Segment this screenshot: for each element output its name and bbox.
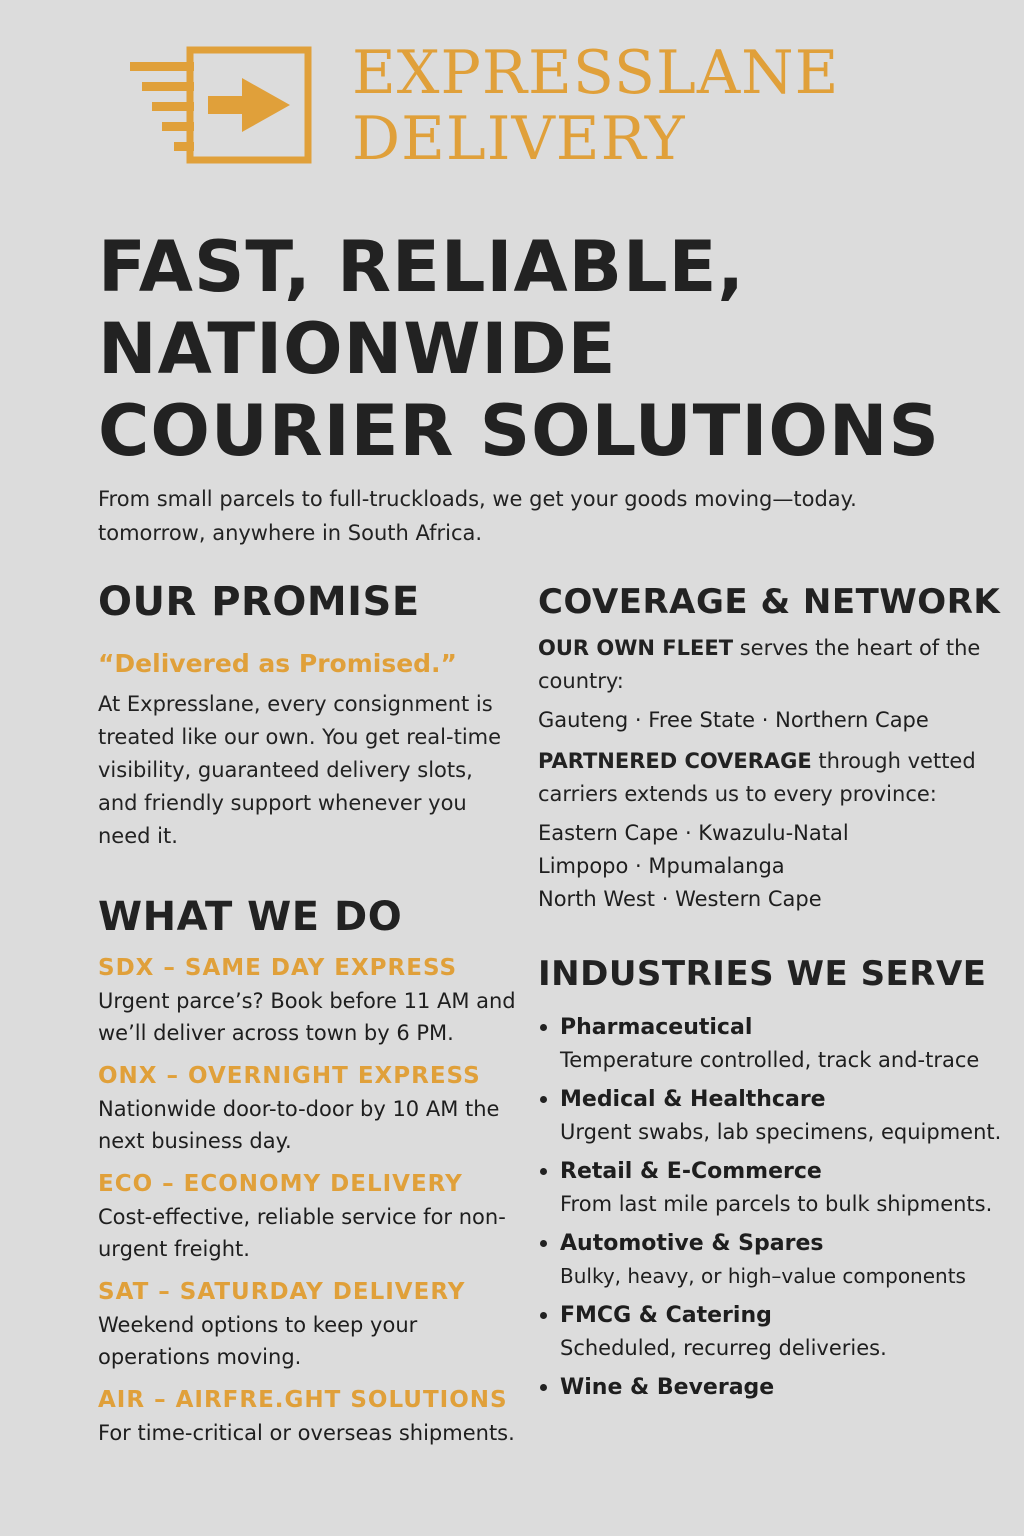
- service-description: Urgent parce’s? Book before 11 AM and we’ll deliver across town by 6 PM.: [98, 989, 516, 1045]
- promise-section: [98, 578, 518, 853]
- partner-regions: [538, 817, 1008, 916]
- industries-section: [538, 950, 1008, 1404]
- service-title: ECO – ECONOMY DELIVERY: [98, 1171, 463, 1197]
- industry-description: Bulky, heavy, or high–value components: [560, 1264, 966, 1288]
- intro-line-1: From small parcels to full-truckloads, we get your goods moving—today.: [98, 487, 857, 511]
- intro-text: [98, 482, 978, 550]
- service-item: [98, 1275, 518, 1373]
- service-item: [98, 1167, 518, 1265]
- industry-name: Medical & Healthcare: [560, 1087, 826, 1112]
- industry-description: From last mile parcels to bulk shipments.: [560, 1192, 993, 1216]
- industry-name: Wine & Beverage: [560, 1375, 775, 1400]
- list-item: [538, 1372, 1008, 1404]
- fleet-label: OUR OWN FLEET: [538, 636, 734, 660]
- partner-label: PARTNERED COVERAGE: [538, 749, 812, 773]
- headline-line-3: COURIER SOLUTIONS: [98, 390, 940, 472]
- partner-description: through vetted carriers extends us to every province:: [538, 749, 976, 806]
- list-item: [538, 1012, 1008, 1076]
- brand-line-2: DELIVERY: [352, 104, 686, 174]
- industry-name: FMCG & Catering: [560, 1303, 772, 1328]
- page-headline: [98, 226, 998, 472]
- service-item: [98, 1383, 518, 1449]
- promise-quote: “Delivered as Promised.”: [98, 649, 457, 678]
- partner-regions-line-1: Eastern Cape · Kwazulu-Natal: [538, 821, 849, 845]
- brand-line-1: EXPRESSLANE: [352, 38, 840, 108]
- industries-list: [538, 1012, 1008, 1404]
- service-title: AIR – AIRFRE.GHT SOLUTIONS: [98, 1387, 508, 1413]
- partner-text: [538, 745, 1008, 811]
- service-description: For time-critical or overseas shipments.: [98, 1421, 515, 1445]
- service-description: Cost-effective, reliable service for non-urgent freight.: [98, 1205, 506, 1261]
- services-heading: WHAT WE DO: [98, 894, 403, 940]
- list-item: [538, 1084, 1008, 1148]
- intro-line-2: tomorrow, anywhere in South Africa.: [98, 521, 483, 545]
- service-description: Nationwide door-to-door by 10 AM the next business day.: [98, 1097, 500, 1153]
- industries-heading: INDUSTRIES WE SERVE: [538, 954, 987, 994]
- service-title: SAT – SATURDAY DELIVERY: [98, 1279, 466, 1305]
- partner-regions-line-3: North West · Western Cape: [538, 887, 822, 911]
- service-item: [98, 951, 518, 1049]
- fleet-regions: Gauteng · Free State · Northern Cape: [538, 708, 929, 732]
- fleet-description: serves the heart of the country:: [538, 636, 981, 693]
- industry-name: Pharmaceutical: [560, 1015, 753, 1040]
- coverage-heading: COVERAGE & NETWORK: [538, 582, 1001, 622]
- fleet-text: [538, 632, 1008, 698]
- industry-description: Urgent swabs, lab specimens, equipment.: [560, 1120, 1002, 1144]
- brand-name: [352, 40, 839, 172]
- headline-line-2: NATIONWIDE: [98, 308, 617, 390]
- promise-body: At Expresslane, every consignment is treated like our own. You get real-time visibility, guaranteed delivery slots, and friendly support whenever you need it.: [98, 692, 502, 848]
- list-item: [538, 1300, 1008, 1364]
- arrow-right-box-icon: [130, 44, 320, 168]
- headline-line-1: FAST, RELIABLE,: [98, 226, 746, 308]
- coverage-section: [538, 578, 1008, 916]
- industry-name: Retail & E-Commerce: [560, 1159, 822, 1184]
- industry-description: Scheduled, recurreg deliveries.: [560, 1336, 887, 1360]
- list-item: [538, 1228, 1008, 1292]
- left-column: [98, 578, 518, 1455]
- partner-regions-line-2: Limpopo · Mpumalanga: [538, 854, 785, 878]
- industry-description: Temperature controlled, track and-trace: [560, 1048, 980, 1072]
- promise-heading: OUR PROMISE: [98, 579, 420, 625]
- service-title: ONX – OVERNIGHT EXPRESS: [98, 1063, 481, 1089]
- list-item: [538, 1156, 1008, 1220]
- service-description: Weekend options to keep your operations moving.: [98, 1313, 418, 1369]
- brand-logo: [130, 40, 950, 200]
- service-title: SDX – SAME DAY EXPRESS: [98, 955, 458, 981]
- services-section: [98, 893, 518, 1449]
- right-column: [538, 578, 1008, 1412]
- industry-name: Automotive & Spares: [560, 1231, 824, 1256]
- service-item: [98, 1059, 518, 1157]
